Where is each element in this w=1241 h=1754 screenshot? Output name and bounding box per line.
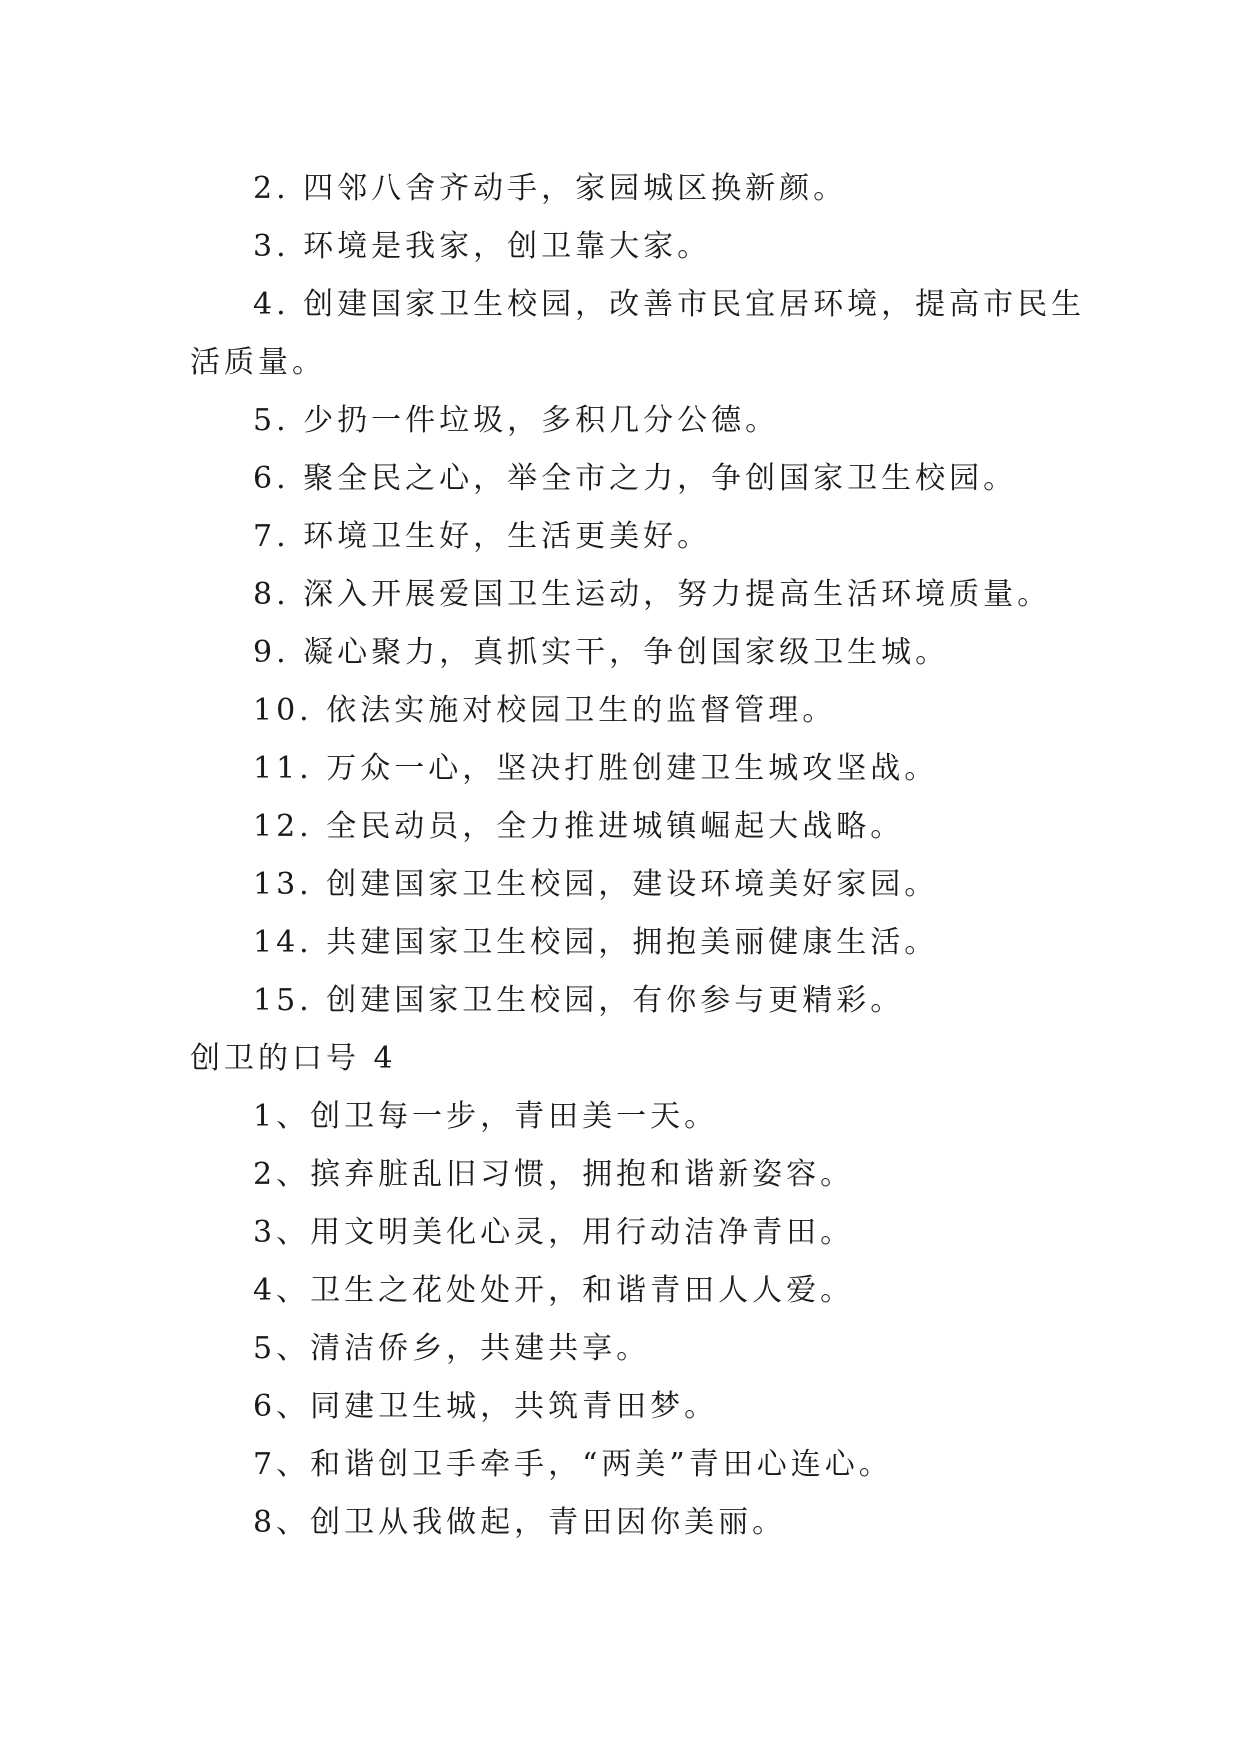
slogan-item: 10. 依法实施对校园卫生的监督管理。 [253,693,837,728]
slogan-item-continuation: 活质量。 [190,345,326,380]
slogan-item: 11. 万众一心，坚决打胜创建卫生城攻坚战。 [253,751,939,786]
slogan-item: 3. 环境是我家，创卫靠大家。 [253,229,712,264]
slogan-item: 2、摈弃脏乱旧习惯，拥抱和谐新姿容。 [253,1157,855,1192]
slogan-item: 2. 四邻八舍齐动手，家园城区换新颜。 [253,171,848,206]
slogan-item: 6. 聚全民之心，举全市之力，争创国家卫生校园。 [253,461,1018,496]
slogan-item: 15. 创建国家卫生校园，有你参与更精彩。 [253,983,905,1018]
slogan-item: 13. 创建国家卫生校园，建设环境美好家园。 [253,867,939,902]
slogan-item: 5. 少扔一件垃圾，多积几分公德。 [253,403,780,438]
slogan-item: 4、卫生之花处处开，和谐青田人人爱。 [253,1273,855,1308]
slogan-item: 8、创卫从我做起，青田因你美丽。 [253,1505,787,1540]
slogan-item: 12. 全民动员，全力推进城镇崛起大战略。 [253,809,905,844]
slogan-item: 6、同建卫生城，共筑青田梦。 [253,1389,719,1424]
slogan-item: 5、清洁侨乡，共建共享。 [253,1331,651,1366]
slogan-item: 14. 共建国家卫生校园，拥抱美丽健康生活。 [253,925,939,960]
slogan-item: 7. 环境卫生好，生活更美好。 [253,519,712,554]
slogan-item: 7、和谐创卫手牵手，“两美”青田心连心。 [253,1447,893,1482]
slogan-item: 9. 凝心聚力，真抓实干，争创国家级卫生城。 [253,635,950,670]
slogan-item: 3、用文明美化心灵，用行动洁净青田。 [253,1215,855,1250]
slogan-item: 4. 创建国家卫生校园，改善市民宜居环境，提高市民生 [253,287,1086,322]
slogan-item: 8. 深入开展爱国卫生运动，努力提高生活环境质量。 [253,577,1052,612]
slogan-item: 1、创卫每一步，青田美一天。 [253,1099,719,1134]
document-body [190,160,1086,1552]
section-heading: 创卫的口号 4 [190,1041,397,1076]
